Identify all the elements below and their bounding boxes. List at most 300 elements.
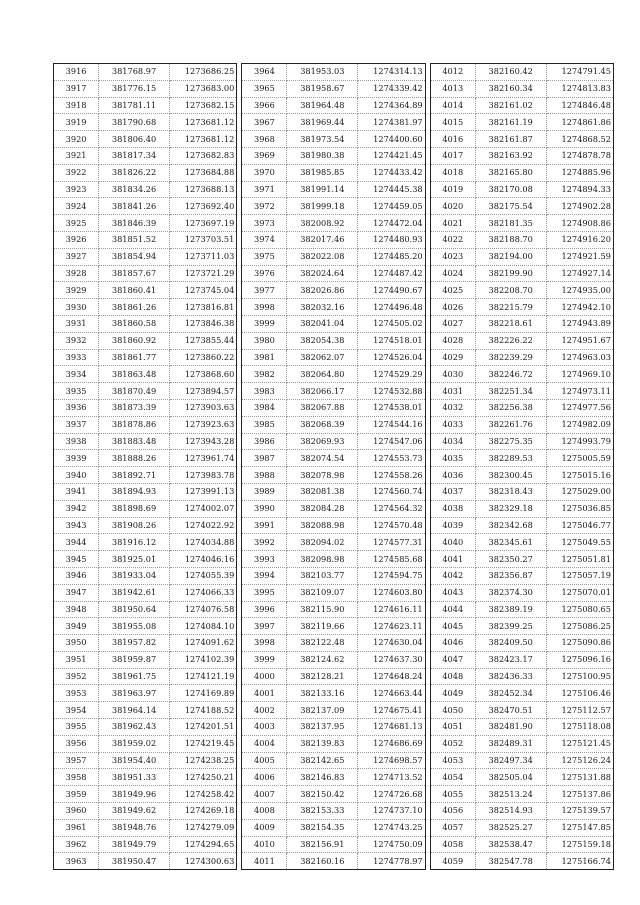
x-coordinate: 381953.03	[287, 64, 358, 81]
point-number: 3952	[54, 668, 99, 685]
point-number: 3919	[54, 114, 99, 131]
point-number: 3931	[54, 315, 99, 332]
y-coordinate: 1274942.10	[546, 299, 613, 316]
table-row	[242, 64, 425, 81]
point-number: 3966	[242, 97, 287, 114]
point-number: 3980	[242, 332, 287, 349]
table-row	[242, 769, 425, 786]
point-number: 3925	[54, 215, 99, 232]
table-row	[242, 467, 425, 484]
y-coordinate: 1274585.68	[358, 551, 425, 568]
table-row	[54, 551, 237, 568]
x-coordinate: 382481.90	[475, 719, 546, 736]
y-coordinate: 1273855.44	[169, 332, 236, 349]
x-coordinate: 382399.25	[475, 618, 546, 635]
x-coordinate: 382329.18	[475, 500, 546, 517]
y-coordinate: 1274091.62	[169, 635, 236, 652]
y-coordinate: 1274623.11	[358, 618, 425, 635]
table-row	[54, 231, 237, 248]
y-coordinate: 1275029.00	[546, 483, 613, 500]
y-coordinate: 1273894.57	[169, 383, 236, 400]
y-coordinate: 1275046.77	[546, 517, 613, 534]
x-coordinate: 381950.64	[99, 601, 170, 618]
x-coordinate: 382026.86	[287, 282, 358, 299]
table-row	[242, 450, 425, 467]
table-row	[430, 769, 613, 786]
table-row	[242, 399, 425, 416]
point-number: 4005	[242, 752, 287, 769]
y-coordinate: 1274963.03	[546, 349, 613, 366]
x-coordinate: 382017.46	[287, 231, 358, 248]
y-coordinate: 1273923.63	[169, 416, 236, 433]
x-coordinate: 382246.72	[475, 366, 546, 383]
table-row	[430, 164, 613, 181]
point-number: 3955	[54, 719, 99, 736]
table-row	[54, 332, 237, 349]
table-row	[54, 450, 237, 467]
x-coordinate: 382215.79	[475, 299, 546, 316]
x-coordinate: 381969.44	[287, 114, 358, 131]
x-coordinate: 381861.77	[99, 349, 170, 366]
y-coordinate: 1274505.02	[358, 315, 425, 332]
x-coordinate: 382275.35	[475, 433, 546, 450]
x-coordinate: 381999.18	[287, 198, 358, 215]
point-number: 4021	[430, 215, 475, 232]
point-number: 4006	[242, 769, 287, 786]
point-number: 4003	[242, 719, 287, 736]
x-coordinate: 381861.26	[99, 299, 170, 316]
table-row	[430, 467, 613, 484]
point-number: 4029	[430, 349, 475, 366]
x-coordinate: 381951.33	[99, 769, 170, 786]
x-coordinate: 382074.54	[287, 450, 358, 467]
y-coordinate: 1274544.16	[358, 416, 425, 433]
x-coordinate: 382122.48	[287, 635, 358, 652]
x-coordinate: 382161.02	[475, 97, 546, 114]
point-number: 3958	[54, 769, 99, 786]
y-coordinate: 1274943.89	[546, 315, 613, 332]
x-coordinate: 381870.49	[99, 383, 170, 400]
point-number: 3989	[242, 483, 287, 500]
point-number: 4046	[430, 635, 475, 652]
x-coordinate: 381948.76	[99, 819, 170, 836]
table-row	[430, 332, 613, 349]
table-row	[430, 500, 613, 517]
y-coordinate: 1273681.12	[169, 131, 236, 148]
table-row	[54, 433, 237, 450]
x-coordinate: 381854.94	[99, 248, 170, 265]
x-coordinate: 382547.78	[475, 853, 546, 870]
x-coordinate: 382181.35	[475, 215, 546, 232]
y-coordinate: 1274022.92	[169, 517, 236, 534]
point-number: 3969	[242, 147, 287, 164]
table-row	[54, 181, 237, 198]
y-coordinate: 1274558.26	[358, 467, 425, 484]
table-row	[54, 500, 237, 517]
table-row	[430, 215, 613, 232]
y-coordinate: 1275126.24	[546, 752, 613, 769]
point-number: 3938	[54, 433, 99, 450]
point-number: 3988	[242, 467, 287, 484]
y-coordinate: 1274861.86	[546, 114, 613, 131]
table-row	[54, 215, 237, 232]
y-coordinate: 1274433.42	[358, 164, 425, 181]
point-number: 4018	[430, 164, 475, 181]
point-number: 3923	[54, 181, 99, 198]
point-number: 3949	[54, 618, 99, 635]
y-coordinate: 1274046.16	[169, 551, 236, 568]
x-coordinate: 382078.98	[287, 467, 358, 484]
table-row	[242, 114, 425, 131]
y-coordinate: 1275096.16	[546, 651, 613, 668]
point-number: 4028	[430, 332, 475, 349]
point-number: 4050	[430, 702, 475, 719]
table-row	[54, 719, 237, 736]
x-coordinate: 382084.28	[287, 500, 358, 517]
x-coordinate: 381957.82	[99, 635, 170, 652]
point-number: 4059	[430, 853, 475, 870]
y-coordinate: 1274238.25	[169, 752, 236, 769]
y-coordinate: 1274472.04	[358, 215, 425, 232]
table-row	[430, 853, 613, 870]
y-coordinate: 1273682.15	[169, 97, 236, 114]
y-coordinate: 1274339.42	[358, 80, 425, 97]
point-number: 4000	[242, 668, 287, 685]
point-number: 3963	[54, 853, 99, 870]
x-coordinate: 381942.61	[99, 584, 170, 601]
table-row	[54, 164, 237, 181]
y-coordinate: 1274487.42	[358, 265, 425, 282]
table-row	[54, 131, 237, 148]
y-coordinate: 1275057.19	[546, 567, 613, 584]
point-number: 3934	[54, 366, 99, 383]
table-row	[430, 635, 613, 652]
x-coordinate: 382160.16	[287, 853, 358, 870]
y-coordinate: 1274258.42	[169, 786, 236, 803]
y-coordinate: 1274594.75	[358, 567, 425, 584]
table-row	[242, 483, 425, 500]
table-row	[430, 685, 613, 702]
table-row	[430, 97, 613, 114]
y-coordinate: 1274698.57	[358, 752, 425, 769]
table-row	[242, 299, 425, 316]
x-coordinate: 382409.50	[475, 635, 546, 652]
x-coordinate: 381964.14	[99, 702, 170, 719]
coordinate-table-block-1	[53, 63, 237, 870]
point-number: 4026	[430, 299, 475, 316]
table-row	[54, 299, 237, 316]
y-coordinate: 1273711.03	[169, 248, 236, 265]
table-row	[430, 567, 613, 584]
point-number: 4057	[430, 819, 475, 836]
table-row	[430, 584, 613, 601]
table-row	[430, 383, 613, 400]
table-row	[242, 315, 425, 332]
point-number: 4045	[430, 618, 475, 635]
point-number: 3972	[242, 198, 287, 215]
point-number: 3997	[242, 618, 287, 635]
x-coordinate: 382342.68	[475, 517, 546, 534]
table-row	[242, 819, 425, 836]
table-row	[430, 366, 613, 383]
table-row	[430, 551, 613, 568]
x-coordinate: 381790.68	[99, 114, 170, 131]
x-coordinate: 381959.02	[99, 735, 170, 752]
point-number: 3918	[54, 97, 99, 114]
y-coordinate: 1274813.83	[546, 80, 613, 97]
x-coordinate: 381776.15	[99, 80, 170, 97]
y-coordinate: 1274279.09	[169, 819, 236, 836]
point-number: 4043	[430, 584, 475, 601]
table-row	[242, 248, 425, 265]
point-number: 3940	[54, 467, 99, 484]
point-number: 4024	[430, 265, 475, 282]
point-number: 4015	[430, 114, 475, 131]
coordinate-table-block-2	[241, 63, 425, 870]
y-coordinate: 1273697.19	[169, 215, 236, 232]
x-coordinate: 381961.75	[99, 668, 170, 685]
x-coordinate: 381959.87	[99, 651, 170, 668]
table-row	[54, 618, 237, 635]
y-coordinate: 1274526.04	[358, 349, 425, 366]
x-coordinate: 382226.22	[475, 332, 546, 349]
table-row	[54, 803, 237, 820]
table-row	[54, 349, 237, 366]
table-row	[54, 315, 237, 332]
y-coordinate: 1273860.22	[169, 349, 236, 366]
x-coordinate: 381949.96	[99, 786, 170, 803]
x-coordinate: 381892.71	[99, 467, 170, 484]
point-number: 4002	[242, 702, 287, 719]
x-coordinate: 381826.22	[99, 164, 170, 181]
table-row	[54, 567, 237, 584]
y-coordinate: 1274538.01	[358, 399, 425, 416]
y-coordinate: 1274902.28	[546, 198, 613, 215]
x-coordinate: 382022.08	[287, 248, 358, 265]
point-number: 4014	[430, 97, 475, 114]
point-number: 4034	[430, 433, 475, 450]
point-number: 3947	[54, 584, 99, 601]
x-coordinate: 382137.09	[287, 702, 358, 719]
y-coordinate: 1274490.67	[358, 282, 425, 299]
y-coordinate: 1274993.79	[546, 433, 613, 450]
y-coordinate: 1274603.80	[358, 584, 425, 601]
y-coordinate: 1275118.08	[546, 719, 613, 736]
table-row	[54, 416, 237, 433]
y-coordinate: 1274314.13	[358, 64, 425, 81]
table-row	[430, 299, 613, 316]
point-number: 3950	[54, 635, 99, 652]
x-coordinate: 382115.90	[287, 601, 358, 618]
table-row	[242, 416, 425, 433]
x-coordinate: 381950.47	[99, 853, 170, 870]
point-number: 3975	[242, 248, 287, 265]
y-coordinate: 1274713.52	[358, 769, 425, 786]
point-number: 3926	[54, 231, 99, 248]
point-number: 4051	[430, 719, 475, 736]
point-number: 4022	[430, 231, 475, 248]
point-number: 4027	[430, 315, 475, 332]
point-number: 3999	[242, 315, 287, 332]
x-coordinate: 381949.62	[99, 803, 170, 820]
x-coordinate: 382239.29	[475, 349, 546, 366]
x-coordinate: 382054.38	[287, 332, 358, 349]
table-row	[430, 618, 613, 635]
table-row	[242, 349, 425, 366]
table-row	[242, 567, 425, 584]
y-coordinate: 1274250.21	[169, 769, 236, 786]
x-coordinate: 381860.92	[99, 332, 170, 349]
point-number: 4053	[430, 752, 475, 769]
point-number: 4007	[242, 786, 287, 803]
y-coordinate: 1274496.48	[358, 299, 425, 316]
table-row	[54, 467, 237, 484]
table-row	[242, 836, 425, 853]
y-coordinate: 1275090.86	[546, 635, 613, 652]
y-coordinate: 1274663.44	[358, 685, 425, 702]
x-coordinate: 381768.97	[99, 64, 170, 81]
x-coordinate: 381908.26	[99, 517, 170, 534]
y-coordinate: 1274791.45	[546, 64, 613, 81]
y-coordinate: 1275159.18	[546, 836, 613, 853]
table-row	[242, 97, 425, 114]
point-number: 3956	[54, 735, 99, 752]
point-number: 3994	[242, 567, 287, 584]
y-coordinate: 1274737.10	[358, 803, 425, 820]
table-row	[242, 803, 425, 820]
table-row	[430, 735, 613, 752]
point-number: 3992	[242, 534, 287, 551]
point-number: 4012	[430, 64, 475, 81]
table-row	[430, 64, 613, 81]
table-row	[430, 416, 613, 433]
x-coordinate: 382128.21	[287, 668, 358, 685]
x-coordinate: 382094.02	[287, 534, 358, 551]
table-row	[242, 433, 425, 450]
x-coordinate: 382133.16	[287, 685, 358, 702]
y-coordinate: 1274445.38	[358, 181, 425, 198]
y-coordinate: 1275139.57	[546, 803, 613, 820]
table-row	[242, 651, 425, 668]
x-coordinate: 382081.38	[287, 483, 358, 500]
point-number: 3921	[54, 147, 99, 164]
point-number: 4055	[430, 786, 475, 803]
table-row	[430, 517, 613, 534]
point-number: 3965	[242, 80, 287, 97]
table-row	[242, 752, 425, 769]
x-coordinate: 381898.69	[99, 500, 170, 517]
x-coordinate: 382142.65	[287, 752, 358, 769]
point-number: 3999	[242, 651, 287, 668]
table-row	[242, 215, 425, 232]
table-row	[54, 752, 237, 769]
table-row	[430, 265, 613, 282]
table-row	[54, 97, 237, 114]
y-coordinate: 1273703.51	[169, 231, 236, 248]
point-number: 4049	[430, 685, 475, 702]
table-row	[242, 164, 425, 181]
x-coordinate: 382175.54	[475, 198, 546, 215]
x-coordinate: 382139.83	[287, 735, 358, 752]
point-number: 3942	[54, 500, 99, 517]
x-coordinate: 382513.24	[475, 786, 546, 803]
y-coordinate: 1274778.97	[358, 853, 425, 870]
table-row	[54, 517, 237, 534]
y-coordinate: 1274564.32	[358, 500, 425, 517]
point-number: 4013	[430, 80, 475, 97]
y-coordinate: 1273816.81	[169, 299, 236, 316]
point-number: 3946	[54, 567, 99, 584]
point-number: 3968	[242, 131, 287, 148]
table-row	[54, 483, 237, 500]
x-coordinate: 382345.61	[475, 534, 546, 551]
table-row	[430, 836, 613, 853]
point-number: 4011	[242, 853, 287, 870]
x-coordinate: 382119.66	[287, 618, 358, 635]
y-coordinate: 1273983.78	[169, 467, 236, 484]
y-coordinate: 1274648.24	[358, 668, 425, 685]
point-number: 3944	[54, 534, 99, 551]
y-coordinate: 1274300.63	[169, 853, 236, 870]
x-coordinate: 381949.79	[99, 836, 170, 853]
x-coordinate: 382289.53	[475, 450, 546, 467]
table-row	[242, 719, 425, 736]
table-row	[54, 265, 237, 282]
x-coordinate: 382165.80	[475, 164, 546, 181]
point-number: 3932	[54, 332, 99, 349]
y-coordinate: 1274921.59	[546, 248, 613, 265]
table-row	[242, 80, 425, 97]
y-coordinate: 1274188.52	[169, 702, 236, 719]
point-number: 4025	[430, 282, 475, 299]
x-coordinate: 381954.40	[99, 752, 170, 769]
point-number: 3983	[242, 383, 287, 400]
x-coordinate: 381806.40	[99, 131, 170, 148]
x-coordinate: 382218.61	[475, 315, 546, 332]
x-coordinate: 382350.27	[475, 551, 546, 568]
x-coordinate: 382137.95	[287, 719, 358, 736]
x-coordinate: 382261.76	[475, 416, 546, 433]
table-row	[242, 265, 425, 282]
point-number: 3967	[242, 114, 287, 131]
y-coordinate: 1274102.39	[169, 651, 236, 668]
point-number: 3961	[54, 819, 99, 836]
table-row	[242, 282, 425, 299]
point-number: 4020	[430, 198, 475, 215]
x-coordinate: 382194.00	[475, 248, 546, 265]
y-coordinate: 1274055.39	[169, 567, 236, 584]
y-coordinate: 1274927.14	[546, 265, 613, 282]
y-coordinate: 1274726.68	[358, 786, 425, 803]
point-number: 3922	[54, 164, 99, 181]
y-coordinate: 1275005.59	[546, 450, 613, 467]
table-row	[242, 735, 425, 752]
y-coordinate: 1273692.40	[169, 198, 236, 215]
point-number: 3957	[54, 752, 99, 769]
x-coordinate: 382066.17	[287, 383, 358, 400]
x-coordinate: 381817.34	[99, 147, 170, 164]
point-number: 3986	[242, 433, 287, 450]
y-coordinate: 1273681.12	[169, 114, 236, 131]
point-number: 3943	[54, 517, 99, 534]
y-coordinate: 1274878.78	[546, 147, 613, 164]
x-coordinate: 382436.33	[475, 668, 546, 685]
x-coordinate: 381846.39	[99, 215, 170, 232]
y-coordinate: 1274630.04	[358, 635, 425, 652]
table-row	[430, 198, 613, 215]
table-row	[430, 668, 613, 685]
x-coordinate: 382423.17	[475, 651, 546, 668]
